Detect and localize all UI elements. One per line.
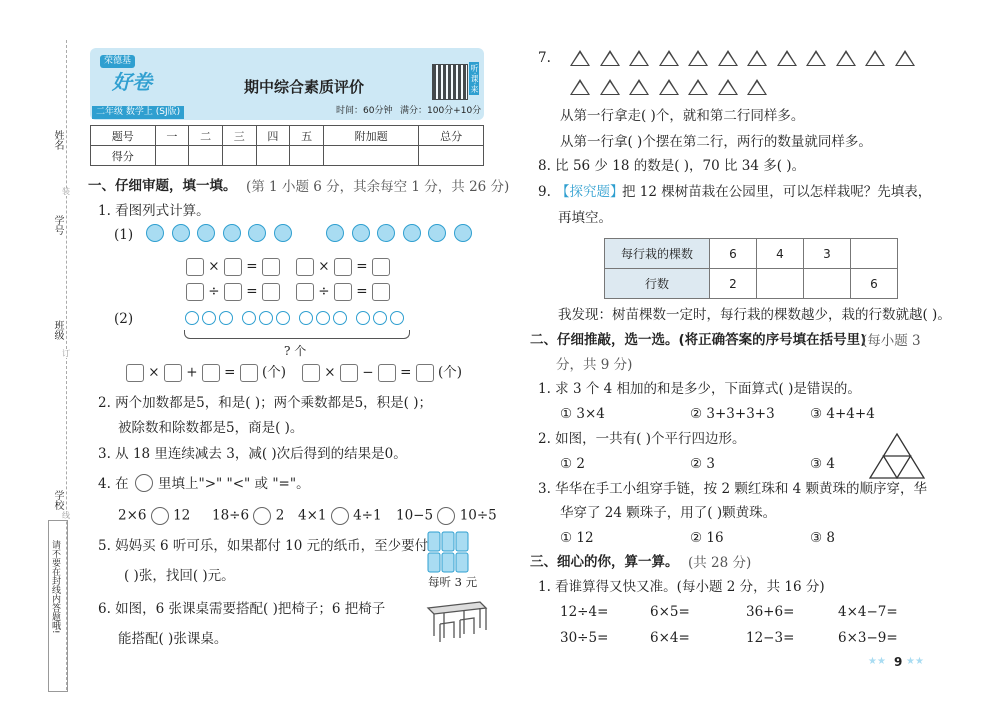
choice-1-opt-2[interactable]: ② 3+3+3+3 <box>690 406 775 422</box>
section-1-note: (第 1 小题 6 分，其余每空 1 分，共 26 分) <box>246 179 510 195</box>
q3-text: 3. 从 18 里连续减去 3，减( )次后得到的结果是0。 <box>98 446 407 462</box>
triangle-shape <box>718 50 738 66</box>
q5-text-b: ( )张，找回( )元。 <box>124 568 235 584</box>
calc-item[interactable]: 12÷4= <box>560 604 609 620</box>
table-cell: 2 <box>710 269 757 299</box>
q1-eq-row-6: × − = (个) <box>302 364 462 382</box>
q1-eq-row-3: × = <box>296 258 390 276</box>
answer-box[interactable] <box>164 364 182 382</box>
picture-shape <box>454 224 472 242</box>
picture-shape <box>248 224 266 242</box>
brand-logo: 好卷 <box>112 70 152 94</box>
calc-item[interactable]: 36+6= <box>746 604 795 620</box>
triangle-shape <box>865 50 885 66</box>
score-cell[interactable] <box>189 146 223 166</box>
section-2-note-2: 分，共 9 分) <box>556 357 633 373</box>
answer-box[interactable] <box>224 283 242 301</box>
q7-text-a: 从第一行拿走( )个，就和第二行同样多。 <box>560 108 805 124</box>
calc-item[interactable]: 6×5= <box>650 604 690 620</box>
choice-1-opt-3[interactable]: ③ 4+4+4 <box>810 406 875 422</box>
calc-item[interactable]: 12−3= <box>746 630 795 646</box>
choice-2-text: 2. 如图，一共有( )个平行四边形。 <box>538 431 746 447</box>
choice-3-opt-2[interactable]: ② 16 <box>690 530 724 546</box>
compare-circle-sample <box>135 474 153 492</box>
answer-box[interactable] <box>224 258 242 276</box>
answer-box[interactable] <box>262 283 280 301</box>
choice-3-opt-3[interactable]: ③ 8 <box>810 530 835 546</box>
q4-text-b: 里填上">" "<" 或 "="。 <box>158 476 310 492</box>
circle-shape <box>333 311 347 325</box>
table-cell-blank[interactable] <box>804 269 851 299</box>
table-row-label: 行数 <box>605 269 710 299</box>
q1-eq-row-1: × = <box>186 258 280 276</box>
answer-box[interactable] <box>240 364 258 382</box>
triangle-shape <box>688 50 708 66</box>
triangle-figure-icon <box>868 432 926 480</box>
table-cell-blank[interactable] <box>757 269 804 299</box>
triangle-shape <box>747 50 767 66</box>
table-cell: 4 <box>757 239 804 269</box>
choice-1-text: 1. 求 3 个 4 相加的和是多少，下面算式( )是错误的。 <box>538 381 861 397</box>
calc-item[interactable]: 4×4−7= <box>838 604 898 620</box>
answer-box[interactable] <box>340 364 358 382</box>
picture-shape <box>146 224 164 242</box>
table-cell: 3 <box>804 239 851 269</box>
q7-number: 7. <box>538 50 551 66</box>
score-header-3: 三 <box>222 126 256 146</box>
q1-eq-row-4: ÷ = <box>296 283 390 301</box>
score-header-6: 附加题 <box>323 126 418 146</box>
answer-box[interactable] <box>302 364 320 382</box>
school-label: 学校 <box>52 490 63 510</box>
score-header-2: 二 <box>189 126 223 146</box>
picture-shape <box>403 224 421 242</box>
triangle-shape <box>895 50 915 66</box>
answer-box[interactable] <box>296 283 314 301</box>
calc-item[interactable]: 6×3−9= <box>838 630 898 646</box>
page-title: 期中综合素质评价 <box>244 78 365 96</box>
answer-box[interactable] <box>296 258 314 276</box>
q9-text-a: 把 12 棵树苗栽在公园里，可以怎样栽呢？先填表， <box>622 184 932 200</box>
triangle-shape <box>688 79 708 95</box>
triangle-shape <box>629 79 649 95</box>
triangle-shape <box>806 50 826 66</box>
answer-box[interactable] <box>372 283 390 301</box>
fold-mark-2: 订 <box>62 349 70 358</box>
picture-shape <box>274 224 292 242</box>
triangle-shape <box>629 50 649 66</box>
q6-text-b: 能搭配( )张课桌。 <box>118 631 228 647</box>
score-header-4: 四 <box>256 126 290 146</box>
picture-shape <box>428 224 446 242</box>
score-header-5: 五 <box>290 126 324 146</box>
answer-box[interactable] <box>262 258 280 276</box>
score-cell[interactable] <box>290 146 324 166</box>
score-header-0: 题号 <box>91 126 156 146</box>
q1-text: 1. 看图列式计算。 <box>98 203 210 219</box>
compare-circle[interactable] <box>253 507 271 525</box>
score-row-label: 得分 <box>91 146 156 166</box>
brace <box>184 330 410 339</box>
score-cell[interactable] <box>256 146 290 166</box>
table-cell-blank[interactable] <box>851 239 898 269</box>
circle-shape <box>373 311 387 325</box>
triangle-shape <box>777 50 797 66</box>
section-3-title: 三、细心的你，算一算。 <box>530 554 679 570</box>
choice-3-text-a: 3. 华华在手工小组穿手链，按 2 颗红珠和 4 颗黄珠的顺序穿，华 <box>538 481 928 497</box>
score-cell[interactable] <box>222 146 256 166</box>
section-2-note: (每小题 3 <box>862 333 921 349</box>
fold-mark-3: 线 <box>62 511 70 520</box>
score-cell[interactable] <box>323 146 418 166</box>
score-cell[interactable] <box>419 146 484 166</box>
table-cell: 6 <box>851 269 898 299</box>
picture-shape <box>326 224 344 242</box>
choice-3-text-b: 华穿了 24 颗珠子，用了( )颗黄珠。 <box>560 505 777 521</box>
q2-text-a: 2. 两个加数都是5，和是( )；两个乘数都是5，积是( )； <box>98 395 432 411</box>
binding-notice: 请不要在封线内答题哦! <box>50 540 60 634</box>
answer-box[interactable] <box>186 258 204 276</box>
cola-price: 每听 3 元 <box>428 575 478 589</box>
triangle-shape <box>659 79 679 95</box>
q8-text: 8. 比 56 少 18 的数是( )，70 比 34 多( )。 <box>538 158 806 174</box>
table-cell: 6 <box>710 239 757 269</box>
page-number: 9 <box>894 655 903 669</box>
triangle-shape <box>836 50 856 66</box>
fold-mark-1: 装 <box>62 187 70 196</box>
name-label: 姓名 <box>52 130 63 150</box>
triangle-shape <box>570 79 590 95</box>
score-header-7: 总分 <box>419 126 484 146</box>
q2-text-b: 被除数和除数都是5，商是( )。 <box>118 420 304 436</box>
q9-number: 9. <box>538 184 551 200</box>
triangle-shape <box>570 50 590 66</box>
brand-label: 荣德基 <box>100 55 135 68</box>
circle-shape <box>276 311 290 325</box>
choice-1-opt-1[interactable]: ① 3×4 <box>560 406 605 422</box>
q4-item-1: 2×6 12 <box>118 507 191 524</box>
circle-shape <box>242 311 256 325</box>
triangle-shape <box>600 79 620 95</box>
calc-question-text: 1. 看谁算得又快又准。(每小题 2 分，共 16 分) <box>538 579 825 595</box>
q9-tag: 【探究题】 <box>556 184 624 200</box>
answer-box[interactable] <box>416 364 434 382</box>
answer-box[interactable] <box>334 258 352 276</box>
picture-shape <box>352 224 370 242</box>
q4-text-a: 4. 在 <box>98 476 129 492</box>
picture-shape <box>172 224 190 242</box>
brace-question: ? 个 <box>284 344 307 358</box>
q7-text-b: 从第一行拿( )个摆在第二行，两行的数量就同样多。 <box>560 134 872 150</box>
q1-eq-row-2: ÷ = <box>186 283 280 301</box>
circle-shape <box>185 311 199 325</box>
circle-shape <box>202 311 216 325</box>
class-label: 班级 <box>52 320 63 340</box>
section-3-note: (共 28 分) <box>688 555 752 571</box>
circle-shape <box>219 311 233 325</box>
q9-text-c: 我发现：树苗棵数一定时，每行栽的棵数越少，栽的行数就越( )。 <box>558 307 951 323</box>
footer-stars-left: ★★ <box>868 656 886 667</box>
qr-code <box>432 64 468 100</box>
compare-circle[interactable] <box>331 507 349 525</box>
answer-box[interactable] <box>378 364 396 382</box>
q5-text-a: 5. 妈妈买 6 听可乐，如果都付 10 元的纸币，至少要付 <box>98 538 429 554</box>
triangle-shape <box>747 79 767 95</box>
answer-box[interactable] <box>126 364 144 382</box>
answer-box[interactable] <box>202 364 220 382</box>
score-header-1: 一 <box>155 126 189 146</box>
compare-circle[interactable] <box>151 507 169 525</box>
table-row-label: 每行栽的棵数 <box>605 239 710 269</box>
qr-label: 听·课·来 <box>470 64 479 94</box>
picture-shape <box>197 224 215 242</box>
grade-label: 二年级 数学上 (SJ版) <box>92 106 184 119</box>
exam-time: 时间：60分钟 <box>336 106 393 116</box>
picture-shape <box>223 224 241 242</box>
compare-circle[interactable] <box>437 507 455 525</box>
circle-shape <box>390 311 404 325</box>
q6-text-a: 6. 如图，6 张课桌需要搭配( )把椅子；6 把椅子 <box>98 601 386 617</box>
calc-item[interactable]: 6×4= <box>650 630 690 646</box>
circle-shape <box>316 311 330 325</box>
choice-2-opt-1[interactable]: ① 2 <box>560 456 585 472</box>
desk-chairs-icon <box>424 598 490 648</box>
id-label: 学号 <box>52 215 63 235</box>
answer-box[interactable] <box>372 258 390 276</box>
score-table <box>90 125 484 166</box>
circle-shape <box>259 311 273 325</box>
triangle-shape <box>659 50 679 66</box>
cola-cans-icon <box>426 530 472 574</box>
picture-shape <box>377 224 395 242</box>
choice-2-opt-3[interactable]: ③ 4 <box>810 456 835 472</box>
circle-shape <box>356 311 370 325</box>
q4-item-2: 18÷6 2 <box>212 507 285 524</box>
answer-box[interactable] <box>334 283 352 301</box>
footer-stars-right: ★★ <box>906 656 924 667</box>
exam-score: 满分：100分+10分 <box>400 106 482 116</box>
triangle-shape <box>718 79 738 95</box>
choice-2-opt-2[interactable]: ② 3 <box>690 456 715 472</box>
q9-table <box>604 238 898 299</box>
section-1-title: 一、仔细审题，填一填。 <box>88 178 237 194</box>
q4-item-4: 10−5 10÷5 <box>396 507 497 524</box>
score-cell[interactable] <box>155 146 189 166</box>
q4-item-3: 4×1 4÷1 <box>298 507 382 524</box>
circle-shape <box>299 311 313 325</box>
q1-eq-row-5: × + = (个) <box>126 364 286 382</box>
answer-box[interactable] <box>186 283 204 301</box>
section-2-title: 二、仔细推敲，选一选。(将正确答案的序号填在括号里) <box>530 332 867 348</box>
calc-item[interactable]: 30÷5= <box>560 630 609 646</box>
q1-part2-label: (2) <box>114 311 134 327</box>
q1-part1-label: (1) <box>114 227 134 243</box>
triangle-shape <box>600 50 620 66</box>
choice-3-opt-1[interactable]: ① 12 <box>560 530 594 546</box>
q9-text-b: 再填空。 <box>558 210 612 226</box>
